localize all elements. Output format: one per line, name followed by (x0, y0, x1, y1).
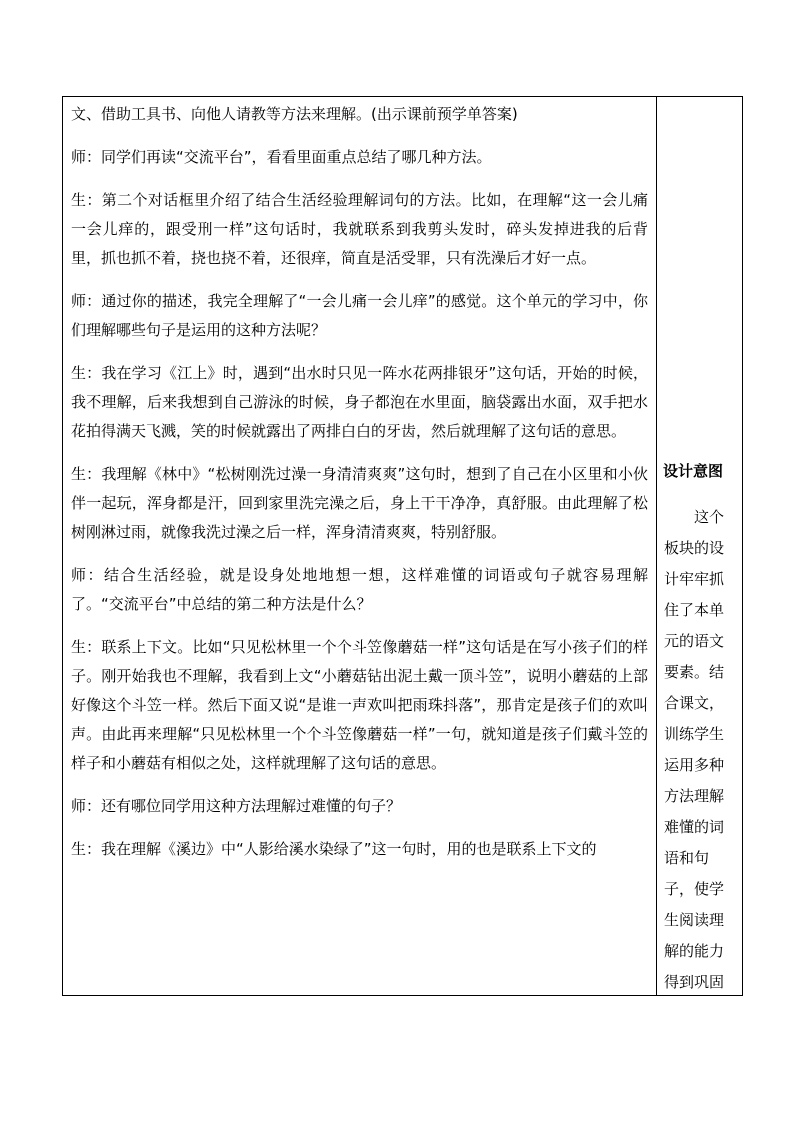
lesson-table (62, 96, 743, 996)
design-intent-cell (657, 97, 742, 995)
paragraph: 师：同学们再读“交流平台”，看看里面重点总结了哪几种方法。 (71, 148, 492, 166)
paragraph: 师：还有哪位同学用这种方法理解过难懂的句子？ (71, 797, 402, 815)
paragraph: 文、借助工具书、向他人请教等方法来理解。(出示课前预学单答案) (71, 105, 518, 123)
lesson-process-cell (63, 97, 657, 995)
paragraph: 生：我理解《林中》“松树刚洗过澡一身清清爽爽”这句时，想到了自己在小区里和小伙伴一起玩，浑身都是汗，回到家里洗完澡之后，身上干干净净，真舒服。由此理解了松树刚淋过雨，就像我洗过澡之后一样，浑身清清爽爽，特别舒服。 (71, 465, 648, 541)
paragraph: 生：我在理解《溪边》中“人影给溪水染绿了”这一句时，用的也是联系上下文的 (71, 840, 597, 858)
paragraph: 师：结合生活经验，就是设身处地地想一想，这样难懂的词语或句子就容易理解了。“交流平台”中总结的第二种方法是什么？ (71, 566, 648, 613)
paragraph: 师：通过你的描述，我完全理解了“一会儿痛一会儿痒”的感觉。这个单元的学习中，你们理解哪些句子是运用的这种方法呢？ (71, 292, 648, 339)
paragraph: 生：第二个对话框里介绍了结合生活经验理解词句的方法。比如，在理解“这一会儿痛一会儿痒的，跟受刑一样”这句话时，我就联系到我剪头发时，碎头发掉进我的后背里，抓也抓不着，挠也挠不着，还很痒，简直是活受罪，只有洗澡后才好一点。 (71, 191, 648, 267)
design-intent-title: 设计意图 (663, 462, 724, 480)
design-intent-text: 这个板块的设计牢牢抓住了本单元的语文要素。结合课文，训练学生运用多种方法理解难懂的词语和句子，使学生阅读理解的能力得到巩固 (664, 508, 725, 991)
paragraph: 生：我在学习《江上》时，遇到“出水时只见一阵水花两排银牙”这句话，开始的时候，我不理解，后来我想到自己游泳的时候，身子都泡在水里面，脑袋露出水面，双手把水花拍得满天飞溅，笑的时候就露出了两排白白的牙齿，然后就理解了这句话的意思。 (71, 364, 648, 440)
paragraph: 生：联系上下文。比如“只见松林里一个个斗笠像蘑菇一样”这句话是在写小孩子们的样子。刚开始我也不理解，我看到上文“小蘑菇钻出泥土戴一顶斗笠”，说明小蘑菇的上部好像这个斗笠一样。然后下面又说“是谁一声欢叫把雨珠抖落”，那肯定是孩子们的欢叫声。由此再来理解“只见松林里一个个斗笠像蘑菇一样”一句，就知道是孩子们戴斗笠的样子和小蘑菇有相似之处，这样就理解了这句话的意思。 (71, 638, 648, 772)
